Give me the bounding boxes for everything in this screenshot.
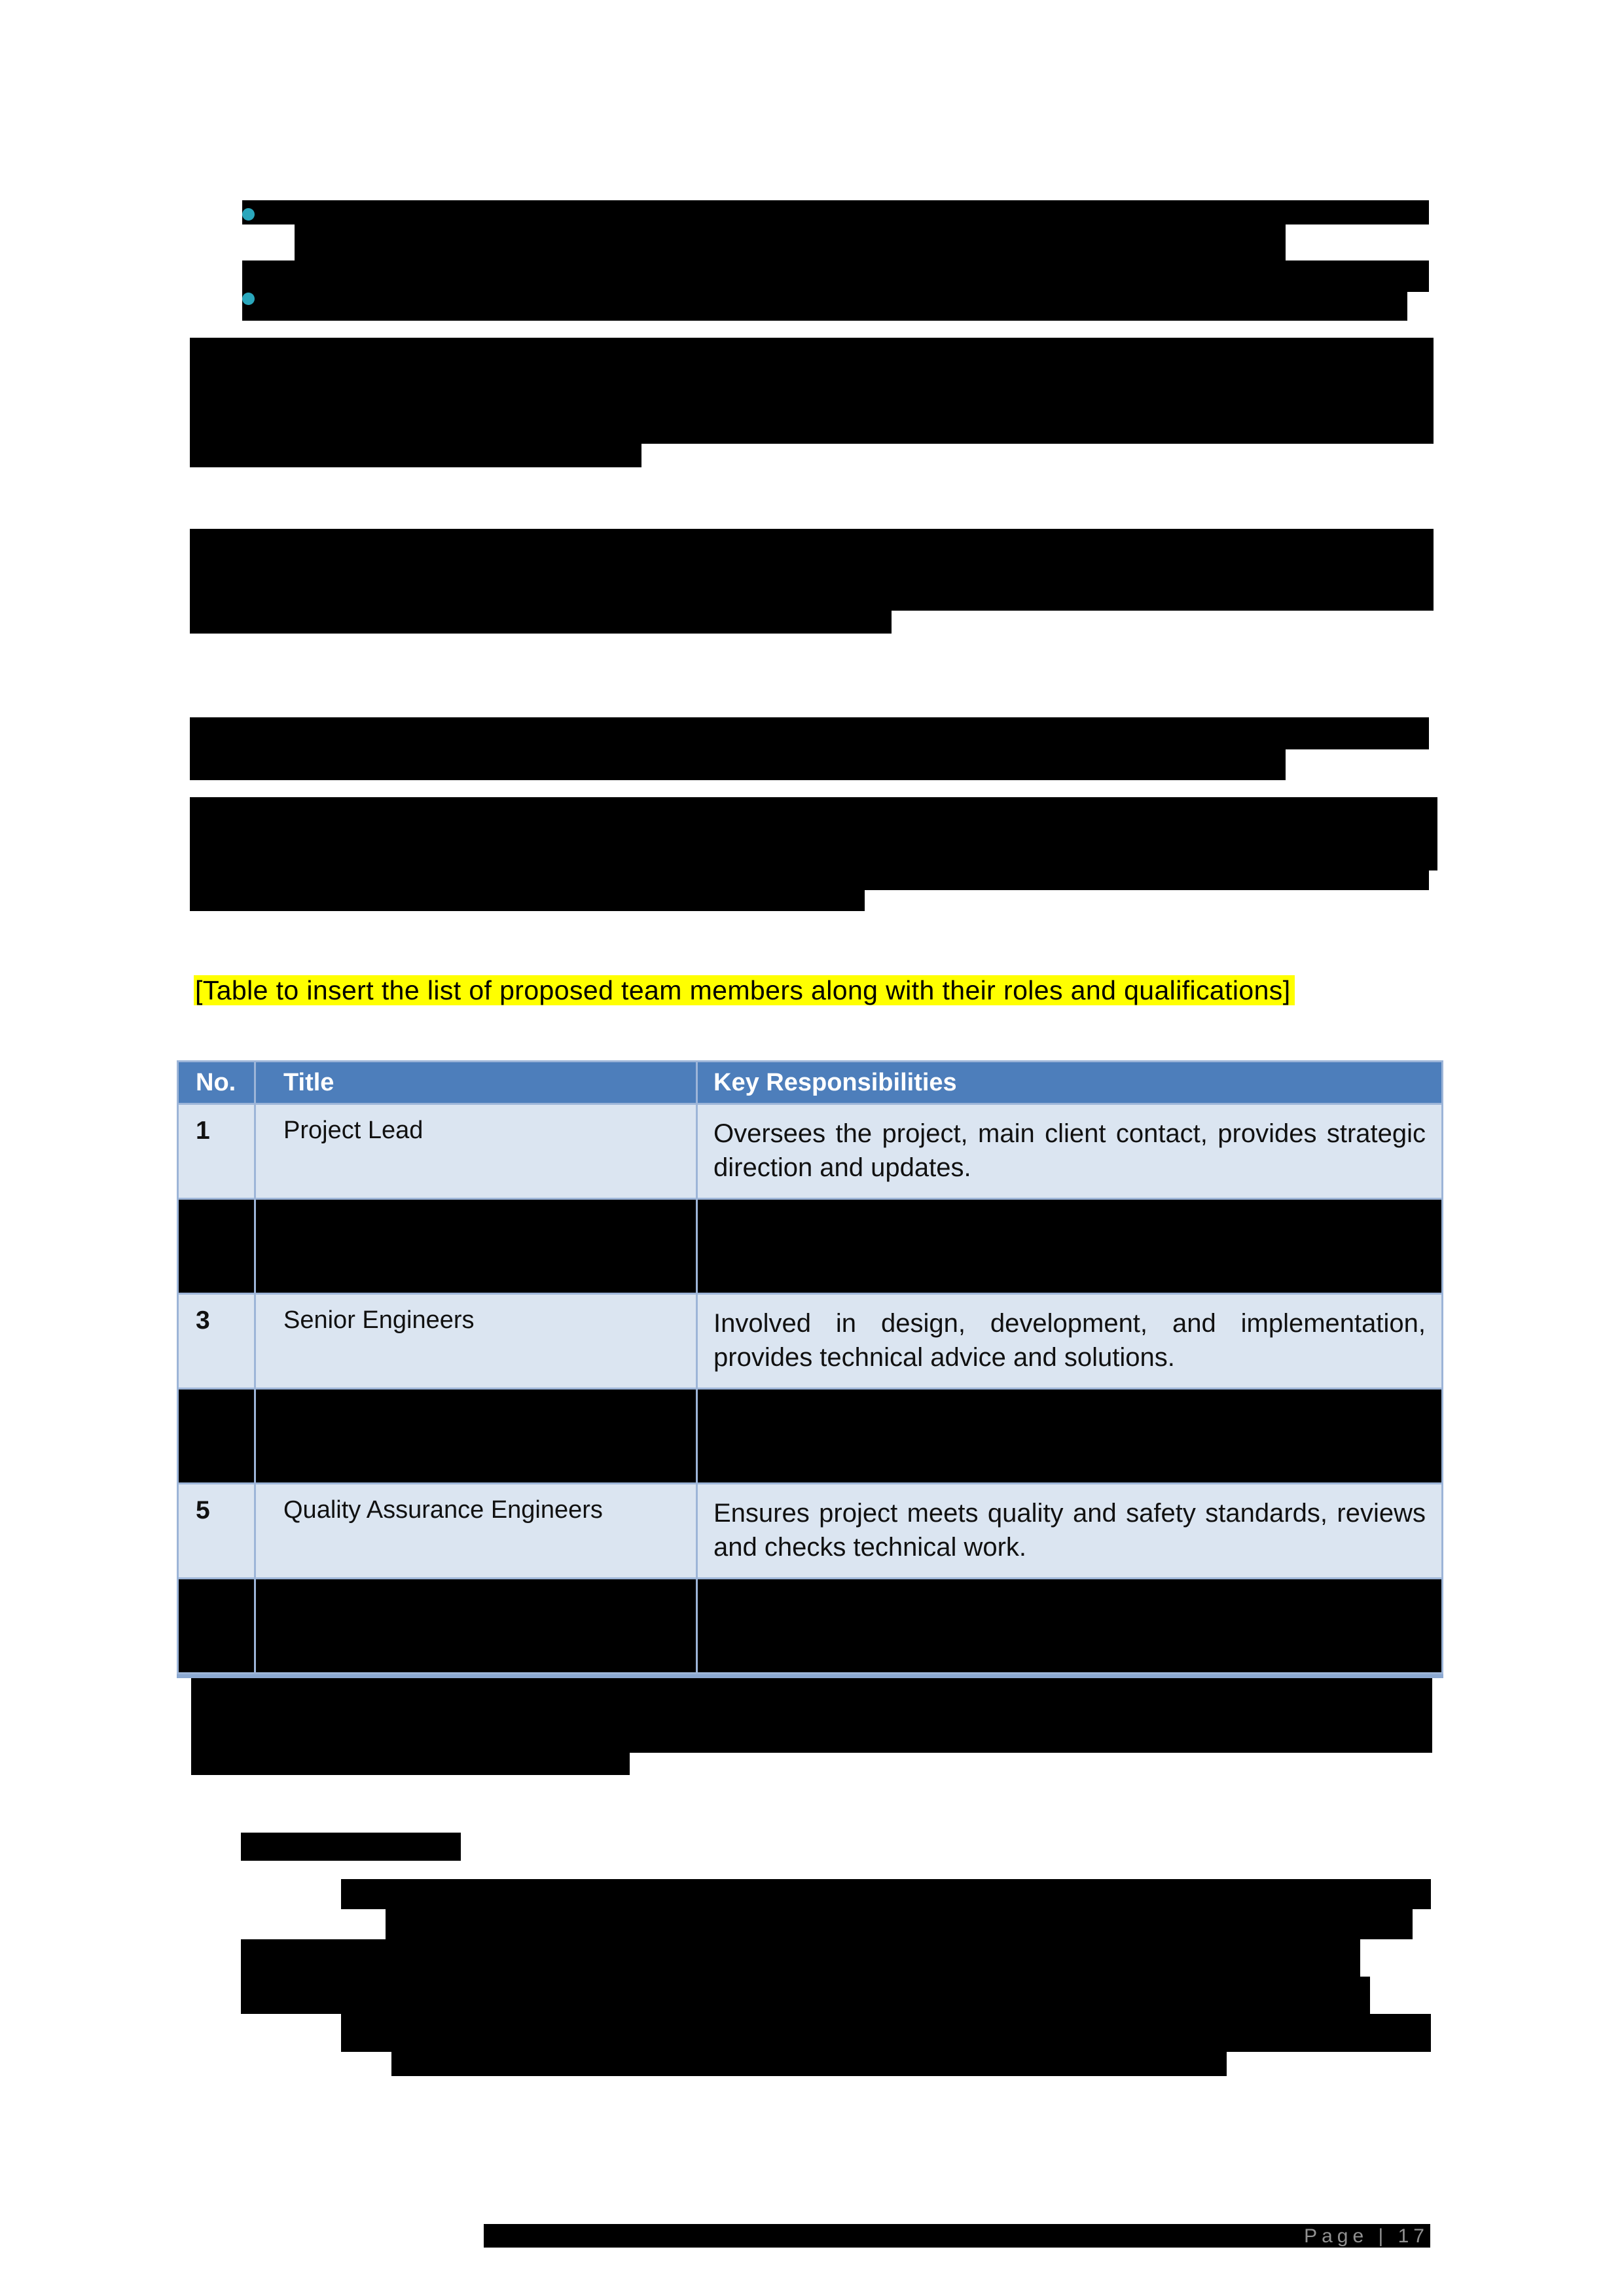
table-row [179,1484,1441,1577]
cell-no-redacted [179,1579,254,1672]
table-header-row [179,1062,1441,1103]
column-header-responsibilities: Key Responsibilities [698,1062,1441,1103]
redaction-block [242,260,1429,292]
redaction-block [241,1977,1370,2014]
cell-title: Quality Assurance Engineers [256,1484,696,1577]
footer-redaction-bar [484,2224,1430,2248]
cell-title-redacted [256,1200,696,1293]
redaction-block [386,1909,1413,1939]
redaction-block [190,797,1437,870]
column-header-no: No. [179,1062,254,1103]
cell-responsibilities: Involved in design, development, and implementation, provides technical advice and solutions. [698,1295,1441,1388]
redaction-block [241,1939,1360,1977]
redaction-block [190,870,1429,890]
cell-title-redacted [256,1390,696,1482]
redaction-block [190,611,892,634]
table-row-redacted [179,1579,1441,1672]
redaction-block [191,1753,630,1775]
redaction-block [241,1833,461,1861]
redaction-block [242,292,1407,321]
bullet-marker [242,293,255,305]
page-number-label: Page | 17 [1304,2225,1429,2247]
cell-title: Project Lead [256,1105,696,1198]
cell-no-redacted [179,1200,254,1293]
table-row-redacted [179,1200,1441,1293]
redaction-block [190,890,865,911]
cell-responsibilities-redacted [698,1390,1441,1482]
redaction-block [190,717,1429,749]
highlighted-instruction-text: [Table to insert the list of proposed team members along with their roles and qualifications] [194,975,1295,1005]
redaction-block [190,749,1286,780]
cell-responsibilities-redacted [698,1579,1441,1672]
redaction-block [242,200,1429,224]
bullet-marker [242,208,255,221]
table-row-redacted [179,1390,1441,1482]
team-members-table [177,1060,1443,1678]
cell-title: Senior Engineers [256,1295,696,1388]
table-placeholder-note [194,966,1295,1014]
redaction-block [295,224,1286,260]
cell-responsibilities: Oversees the project, main client contact, provides strategic direction and updates. [698,1105,1441,1198]
cell-no: 1 [179,1105,254,1198]
cell-responsibilities-redacted [698,1200,1441,1293]
column-header-title: Title [256,1062,696,1103]
redaction-block [391,2052,1227,2076]
redaction-block [341,1879,1431,1909]
cell-no-redacted [179,1390,254,1482]
redaction-block [341,2014,1431,2052]
redaction-block [190,444,641,467]
table-row [179,1295,1441,1388]
table-row [179,1105,1441,1198]
cell-no: 3 [179,1295,254,1388]
cell-title-redacted [256,1579,696,1672]
redaction-block [190,529,1434,611]
redaction-block [190,338,1434,444]
cell-no: 5 [179,1484,254,1577]
cell-responsibilities: Ensures project meets quality and safety standards, reviews and checks technical work. [698,1484,1441,1577]
